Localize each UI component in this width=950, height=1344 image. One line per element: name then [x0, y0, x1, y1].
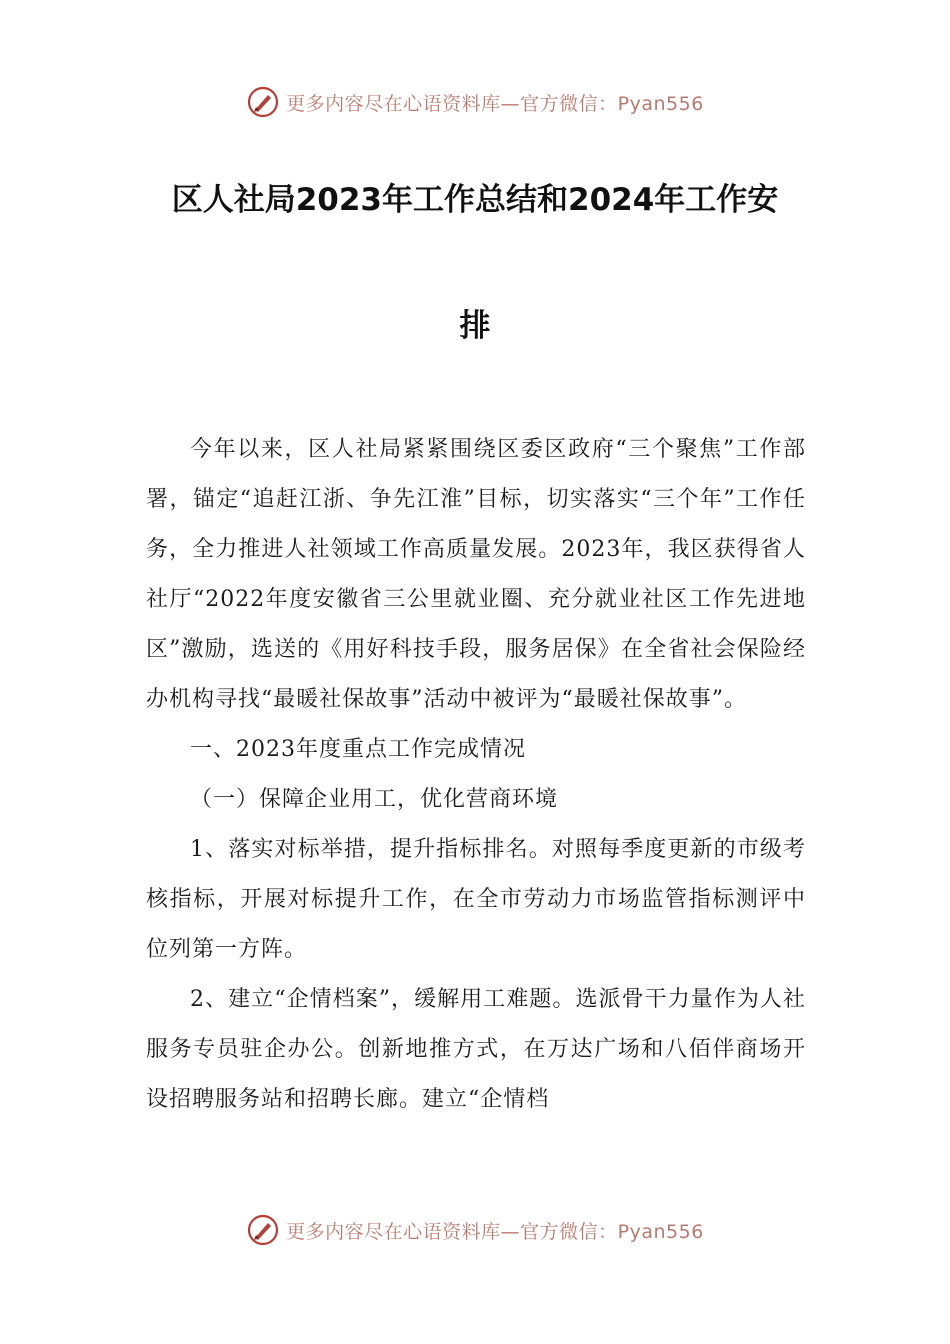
- footer-watermark-text: 更多内容尽在心语资料库—官方微信：Pyan556: [286, 1220, 704, 1243]
- section-heading-1: 一、2023年度重点工作完成情况: [190, 737, 526, 762]
- pen-nib-logo-icon: [246, 1213, 280, 1247]
- header-watermark: [0, 80, 950, 124]
- footer-watermark: [0, 1208, 950, 1252]
- paragraph-item-2: 2、建立“企情档案”，缓解用工难题。选派骨干力量作为人社服务专员驻企办公。创新地推方式，在万达广场和八佰伴商场开设招聘服务站和招聘长廊。建立“企情档: [146, 987, 806, 1112]
- paragraph-item-1: 1、落实对标举措，提升指标排名。对照每季度更新的市级考核指标，开展对标提升工作，在全市劳动力市场监管指标测评中位列第一方阵。: [146, 837, 806, 962]
- header-watermark-text: 更多内容尽在心语资料库—官方微信：Pyan556: [286, 92, 704, 115]
- paragraph-intro: 今年以来，区人社局紧紧围绕区委区政府“三个聚焦”工作部署，锚定“追赶江浙、争先江淮”目标，切实落实“三个年”工作任务，全力推进人社领域工作高质量发展。2023年，我区获得省人社厅“2022年度安徽省三公里就业圈、充分就业社区工作先进地区”激励，选送的《用好科技手段，服务居保》在全省社会保险经办机构寻找“最暖社保故事”活动中被评为“最暖社保故事”。: [146, 437, 806, 712]
- document-body: [146, 425, 806, 1125]
- subsection-heading-1: （一）保障企业用工，优化营商环境: [190, 787, 559, 812]
- document-title-line-2: 排: [459, 308, 491, 344]
- document-title-line-1: 区人社局2023年工作总结和2024年工作安: [171, 182, 779, 218]
- pen-nib-logo-icon: [246, 85, 280, 119]
